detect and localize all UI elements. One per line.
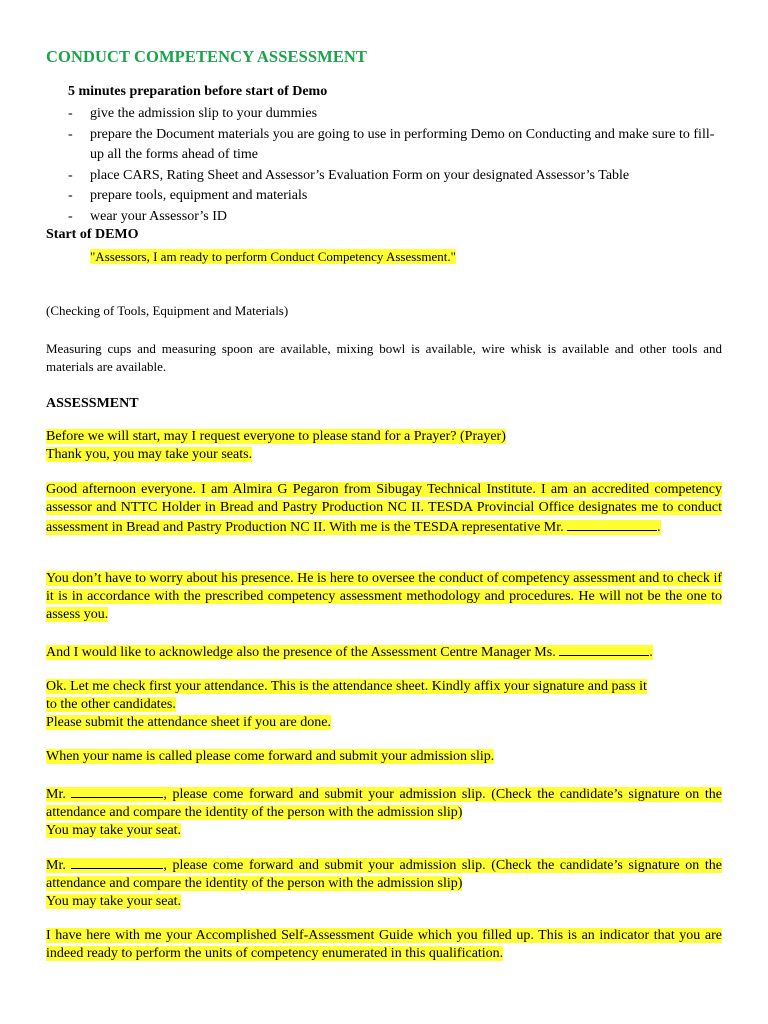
- guide-paragraph: I have here with me your Accomplished Self-Assessment Guide which you filled up. This is an indicator that you are indeed ready to perform the units of competency enumerated in this qualification.: [46, 928, 722, 962]
- list-item: - give the admission slip to your dummies: [68, 106, 318, 121]
- checking-note: (Checking of Tools, Equipment and Materials): [46, 303, 289, 318]
- list-item: - wear your Assessor’s ID: [68, 208, 227, 224]
- candidate-paragraph: Mr. , please come forward and submit your admission slip. (Check the candidate’s signature on the attendance and compare the identity of the person with the admission slip) You may take your seat.: [46, 784, 722, 841]
- blank-line: [71, 784, 163, 798]
- blank-line: [71, 855, 163, 869]
- acknowledge-paragraph: And I would like to acknowledge also the presence of the Assessment Centre Manager Ms. .: [46, 642, 722, 662]
- prep-heading: 5 minutes preparation before start of Demo: [68, 84, 328, 99]
- start-heading: Start of DEMO: [46, 227, 139, 242]
- intro-paragraph: Good afternoon everyone. I am Almira G Pegaron from Sibugay Technical Institute. I am an accredited competency assessor and NTTC Holder in Bread and Pastry Production NC II. TESDA Provincial Office designates me to conduct assessment in Bread and Pastry Production NC II. With me is the TESDA representative Mr. .: [46, 482, 722, 536]
- blank-line: [559, 642, 649, 656]
- prayer-paragraph: Before we will start, may I request everyone to please stand for a Prayer? (Prayer) Thank you, you may take your seats.: [46, 429, 506, 463]
- document-title: CONDUCT COMPETENCY ASSESSMENT: [46, 47, 368, 66]
- list-item: - place CARS, Rating Sheet and Assessor’s Evaluation Form on your designated Assessor’s Table: [68, 167, 630, 183]
- blank-line: [567, 517, 657, 531]
- prep-list: [68, 104, 728, 227]
- attendance-paragraph: Ok. Let me check first your attendance. This is the attendance sheet. Kindly affix your signature and pass it to the other candidates. Please submit the attendance sheet if you are done.: [46, 679, 647, 731]
- candidate-paragraph: Mr. , please come forward and submit your admission slip. (Check the candidate’s signature on the attendance and compare the identity of the person with the admission slip) You may take your seat.: [46, 855, 722, 912]
- list-item: - prepare tools, equipment and materials: [68, 188, 308, 203]
- called-paragraph: When your name is called please come forward and submit your admission slip.: [46, 749, 495, 764]
- list-item: - prepare the Document materials you are going to use in performing Demo on Conducting and make sure to fill-up all the forms ahead of time: [68, 126, 715, 162]
- worry-paragraph: You don’t have to worry about his presence. He is here to oversee the conduct of competency assessment and to check if it is in accordance with the prescribed competency assessment methodology and procedures. He will not be the one to assess you.: [46, 571, 722, 623]
- assessment-heading: ASSESSMENT: [46, 396, 139, 411]
- demo-quote: "Assessors, I am ready to perform Conduct Competency Assessment.": [90, 249, 456, 264]
- measuring-note: Measuring cups and measuring spoon are available, mixing bowl is available, wire whisk is available and other tools and materials are available.: [46, 341, 722, 374]
